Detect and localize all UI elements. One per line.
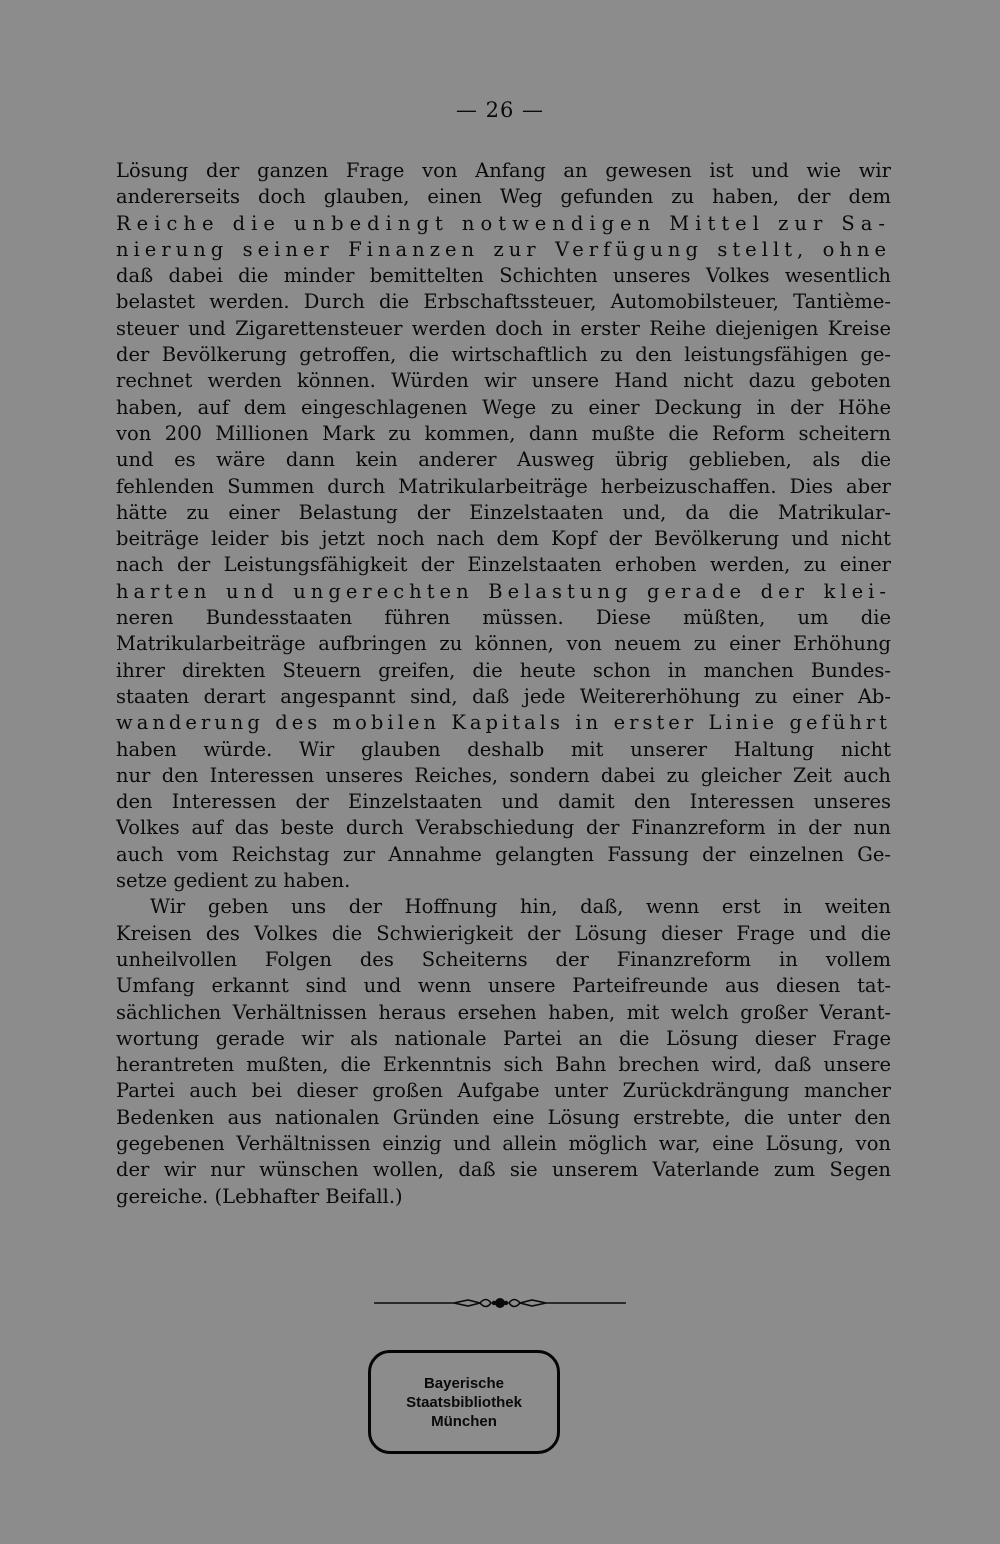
text-line: Volkes auf das beste durch Verabschiedung der Finanzreform in der nun — [116, 816, 891, 840]
text-line: steuer und Zigarettensteuer werden doch in erster Reihe diejenigen Kreise — [116, 316, 891, 340]
page-number: — 26 — — [455, 98, 545, 122]
text-line: daß dabei die minder bemittelten Schichten unseres Volkes wesentlich — [116, 264, 891, 288]
paragraph — [116, 894, 891, 1210]
text-line: setze gedient zu haben. — [116, 869, 351, 893]
text-line: harten und ungerechten Belastung gerade der klei- — [116, 579, 891, 603]
stamp-line: München — [431, 1412, 497, 1430]
text-line: haben würde. Wir glauben deshalb mit unserer Haltung nicht — [116, 737, 891, 761]
text-line: hätte zu einer Belastung der Einzelstaaten und, da die Matrikular- — [116, 500, 891, 524]
ornament-divider — [372, 1294, 628, 1312]
text-line: der wir nur wünschen wollen, daß sie unserem Vaterlande zum Segen — [116, 1158, 891, 1182]
text-line: staaten derart angespannt sind, daß jede Weitererhöhung zu einer Ab- — [116, 684, 891, 708]
text-line: nach der Leistungsfähigkeit der Einzelstaaten erhoben werden, zu einer — [116, 553, 891, 577]
text-line: sächlichen Verhältnissen heraus ersehen haben, mit welch großer Verant- — [116, 1000, 891, 1024]
text-line: auch vom Reichstag zur Annahme gelangten Fassung der einzelnen Ge- — [116, 842, 891, 866]
body-text — [116, 158, 891, 1210]
text-line: andererseits doch glauben, einen Weg gefunden zu haben, der dem — [116, 185, 891, 209]
text-line: neren Bundesstaaten führen müssen. Diese müßten, um die — [116, 606, 891, 630]
text-line: und es wäre dann kein anderer Ausweg übrig geblieben, als die — [116, 448, 891, 472]
text-line: unheilvollen Folgen des Scheiterns der Finanzreform in vollem — [116, 947, 891, 971]
text-line: Bedenken aus nationalen Gründen eine Lösung erstrebte, die unter den — [116, 1105, 891, 1129]
text-line: den Interessen der Einzelstaaten und damit den Interessen unseres — [116, 790, 891, 814]
text-line: Matrikularbeiträge aufbringen zu können, von neuem zu einer Erhöhung — [116, 632, 891, 656]
text-line: Lösung der ganzen Frage von Anfang an gewesen ist und wie wir — [116, 159, 891, 182]
text-line: gereiche. (Lebhafter Beifall.) — [116, 1184, 403, 1208]
paragraph — [116, 158, 891, 894]
text-line: Wir geben uns der Hoffnung hin, daß, wenn erst in weiten — [150, 895, 891, 919]
library-stamp — [368, 1350, 560, 1454]
text-line: rechnet werden können. Würden wir unsere Hand nicht dazu geboten — [116, 369, 891, 393]
text-line: haben, auf dem eingeschlagenen Wege zu einer Deckung in der Höhe — [116, 395, 891, 419]
text-line: fehlenden Summen durch Matrikularbeiträge herbeizuschaffen. Dies aber — [116, 474, 891, 498]
text-line: nur den Interessen unseres Reiches, sondern dabei zu gleicher Zeit auch — [116, 763, 891, 787]
text-line: von 200 Millionen Mark zu kommen, dann mußte die Reform scheitern — [116, 421, 891, 445]
text-line: beiträge leider bis jetzt noch nach dem Kopf der Bevölkerung und nicht — [116, 527, 891, 551]
text-line: herantreten mußten, die Erkenntnis sich Bahn brechen wird, daß unsere — [116, 1053, 891, 1077]
text-line: Partei auch bei dieser großen Aufgabe unter Zurückdrängung mancher — [116, 1079, 891, 1103]
text-line: gegebenen Verhältnissen einzig und allein möglich war, eine Lösung, von — [116, 1131, 891, 1155]
text-line: Reiche die unbedingt notwendigen Mittel zur Sa- — [116, 211, 891, 235]
stamp-line: Bayerische — [423, 1374, 505, 1392]
text-line: Kreisen des Volkes die Schwierigkeit der Lösung dieser Frage und die — [116, 921, 891, 945]
text-line: nierung seiner Finanzen zur Verfügung stellt, ohne — [116, 237, 891, 261]
text-line: der Bevölkerung getroffen, die wirtschaftlich zu den leistungsfähigen ge- — [116, 343, 891, 367]
text-line: wanderung des mobilen Kapitals in erster Linie geführt — [116, 711, 891, 735]
text-line: wortung gerade wir als nationale Partei an die Lösung dieser Frage — [116, 1026, 891, 1050]
text-line: ihrer direkten Steuern greifen, die heute schon in manchen Bundes- — [116, 658, 891, 682]
text-line: Umfang erkannt sind und wenn unsere Parteifreunde aus diesen tat- — [116, 974, 891, 998]
text-line: belastet werden. Durch die Erbschaftssteuer, Automobilsteuer, Tantième- — [116, 290, 891, 314]
stamp-line: Staatsbibliothek — [406, 1393, 522, 1411]
